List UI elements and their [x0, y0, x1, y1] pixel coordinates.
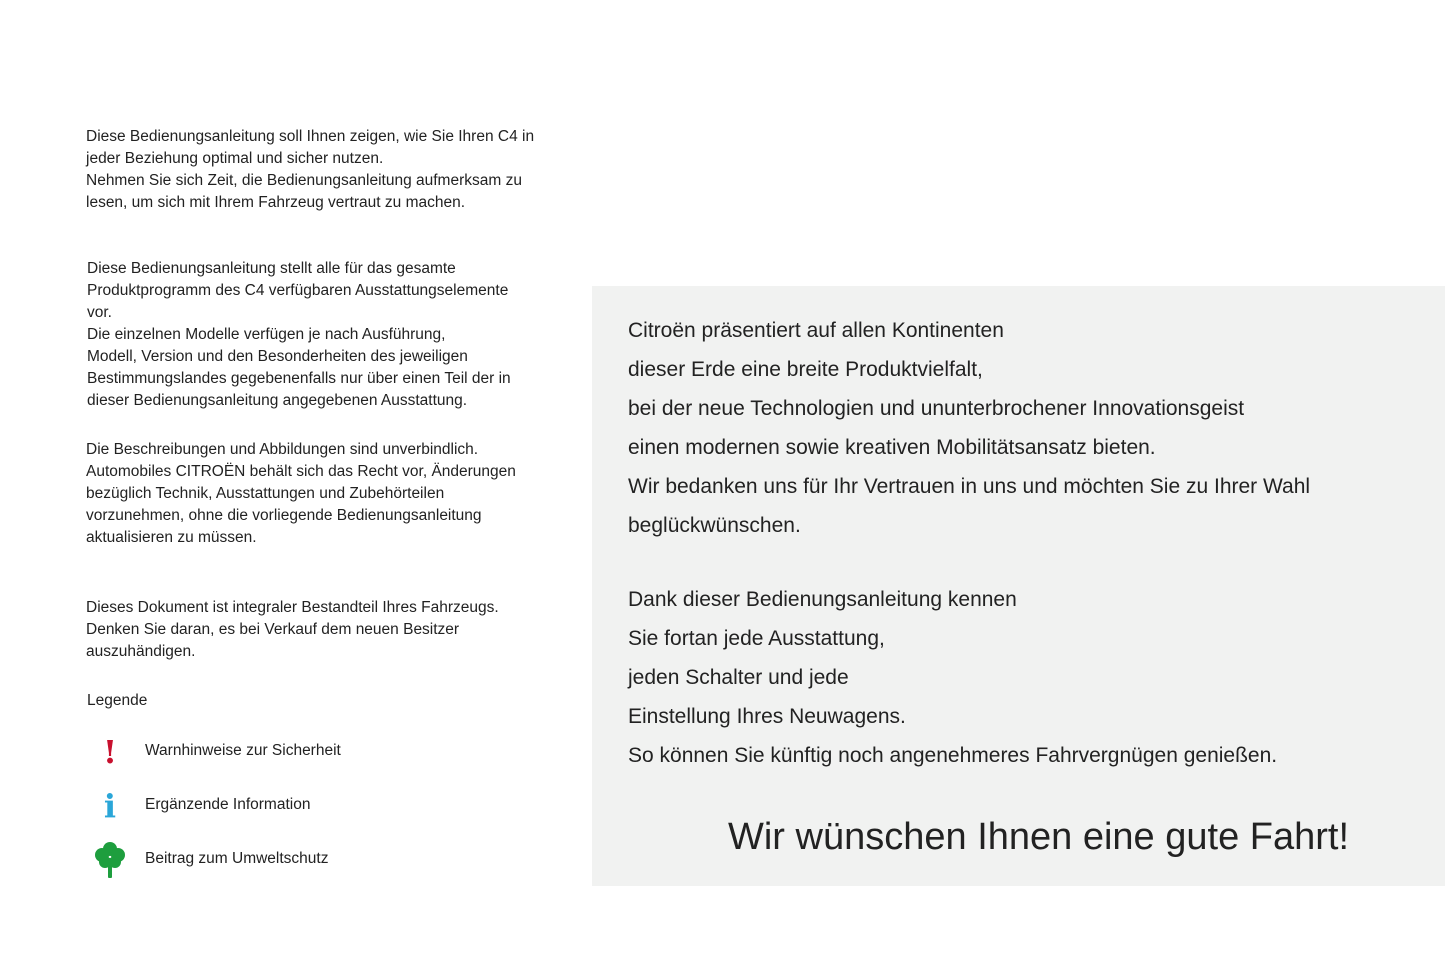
text-line: Dieses Dokument ist integraler Bestandteil Ihres Fahrzeugs.	[86, 599, 499, 616]
legend-item-info	[86, 786, 506, 826]
legend-label: Beitrag zum Umweltschutz	[145, 850, 329, 867]
text-line: vor.	[87, 304, 112, 321]
panel-line: Einstellung Ihres Neuwagens.	[628, 705, 906, 728]
text-line: Die Beschreibungen und Abbildungen sind unverbindlich.	[86, 441, 479, 458]
panel-line: bei der neue Technologien und ununterbrochener Innovationsgeist	[628, 397, 1245, 420]
text-line: vorzunehmen, ohne die vorliegende Bedienungsanleitung	[86, 507, 482, 524]
legend-label: Warnhinweise zur Sicherheit	[145, 742, 341, 759]
panel-line: dieser Erde eine breite Produktvielfalt,	[628, 358, 983, 381]
text-line: bezüglich Technik, Ausstattungen und Zubehörteilen	[86, 485, 445, 502]
intro-paragraph-disclaimer	[86, 439, 516, 549]
legend-label: Ergänzende Information	[145, 796, 311, 813]
text-line: Denken Sie daran, es bei Verkauf dem neuen Besitzer	[86, 621, 460, 638]
text-line: Die einzelnen Modelle verfügen je nach Ausführung,	[87, 326, 446, 343]
text-line: Automobiles CITROËN behält sich das Recht vor, Änderungen	[86, 463, 516, 480]
text-line: Bestimmungslandes gegebenenfalls nur über einen Teil der in	[87, 370, 511, 387]
text-line: Diese Bedienungsanleitung soll Ihnen zeigen, wie Sie Ihren C4 in	[86, 128, 535, 145]
panel-line: einen modernen sowie kreativen Mobilitätsansatz bieten.	[628, 436, 1156, 459]
text-line: Diese Bedienungsanleitung stellt alle für das gesamte	[87, 260, 456, 277]
text-line: lesen, um sich mit Ihrem Fahrzeug vertraut zu machen.	[86, 194, 466, 211]
welcome-panel	[592, 286, 1445, 886]
panel-line: Sie fortan jede Ausstattung,	[628, 627, 885, 650]
text-line: Nehmen Sie sich Zeit, die Bedienungsanleitung aufmerksam zu	[86, 172, 522, 189]
warning-exclamation-icon: !	[102, 733, 118, 771]
text-line: jeder Beziehung optimal und sicher nutzen.	[86, 150, 384, 167]
panel-line: jeden Schalter und jede	[628, 666, 849, 689]
intro-paragraph-handover	[86, 597, 499, 663]
text-line: Modell, Version und den Besonderheiten des jeweiligen	[87, 348, 468, 365]
text-line: aktualisieren zu müssen.	[86, 529, 257, 546]
intro-paragraph-purpose	[86, 126, 534, 214]
text-line: dieser Bedienungsanleitung angegebenen Ausstattung.	[87, 392, 468, 409]
panel-line: So können Sie künftig noch angenehmeres Fahrvergnügen genießen.	[628, 744, 1278, 767]
legend-title: Legende	[87, 692, 148, 709]
info-icon: i	[103, 787, 117, 825]
tree-icon	[94, 840, 126, 880]
panel-line: Dank dieser Bedienungsanleitung kennen	[628, 588, 1017, 611]
text-line: auszuhändigen.	[86, 643, 196, 660]
panel-line: beglückwünschen.	[628, 514, 801, 537]
text-line: Produktprogramm des C4 verfügbaren Ausstattungselemente	[87, 282, 509, 299]
panel-line: Citroën präsentiert auf allen Kontinenten	[628, 319, 1004, 342]
closing-slogan: Wir wünschen Ihnen eine gute Fahrt!	[728, 816, 1350, 858]
legend-item-warning	[86, 732, 506, 772]
intro-paragraph-equipment	[87, 258, 511, 412]
panel-line: Wir bedanken uns für Ihr Vertrauen in uns und möchten Sie zu Ihrer Wahl	[628, 475, 1311, 498]
legend-item-environment	[86, 840, 506, 880]
